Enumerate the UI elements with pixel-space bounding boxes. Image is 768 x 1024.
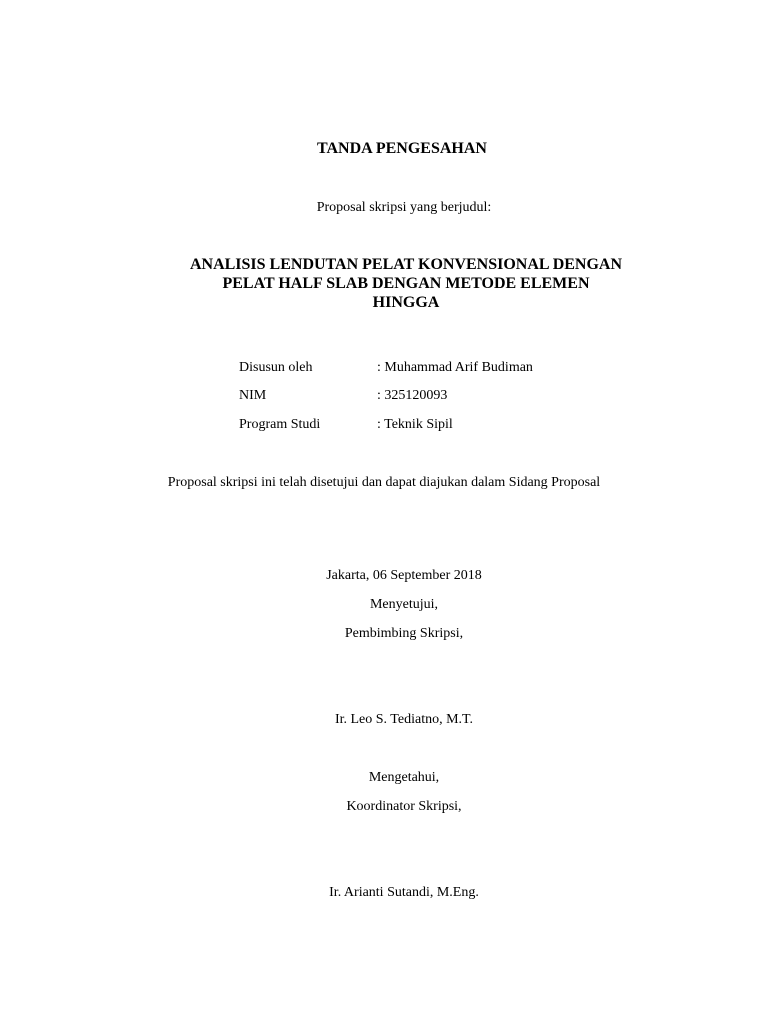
coordinator-role: Koordinator Skripsi, xyxy=(346,799,462,814)
thesis-title-line: HINGGA xyxy=(372,294,440,311)
info-value: : Muhammad Arif Budiman xyxy=(377,360,533,375)
info-label: NIM xyxy=(239,388,267,403)
info-label: Program Studi xyxy=(239,417,321,432)
proposal-subtitle: Proposal skripsi yang berjudul: xyxy=(316,200,492,215)
info-value: : Teknik Sipil xyxy=(377,417,453,432)
thesis-title xyxy=(22,255,768,312)
approved-label: Menyetujui, xyxy=(369,597,439,612)
page-heading: TANDA PENGESAHAN xyxy=(317,140,487,157)
advisor-role: Pembimbing Skripsi, xyxy=(344,626,464,641)
info-label: Disusun oleh xyxy=(239,360,313,375)
advisor-name: Ir. Leo S. Tediatno, M.T. xyxy=(334,712,474,727)
coordinator-name: Ir. Arianti Sutandi, M.Eng. xyxy=(329,885,479,900)
info-value: : 325120093 xyxy=(377,388,448,403)
approval-note: Proposal skripsi ini telah disetujui dan dapat diajukan dalam Sidang Proposal xyxy=(167,475,601,490)
place-date: Jakarta, 06 September 2018 xyxy=(326,568,482,583)
acknowledged-label: Mengetahui, xyxy=(368,770,440,785)
thesis-title-line: PELAT HALF SLAB DENGAN METODE ELEMEN xyxy=(222,275,590,292)
thesis-title-line: ANALISIS LENDUTAN PELAT KONVENSIONAL DENGAN xyxy=(189,256,623,273)
